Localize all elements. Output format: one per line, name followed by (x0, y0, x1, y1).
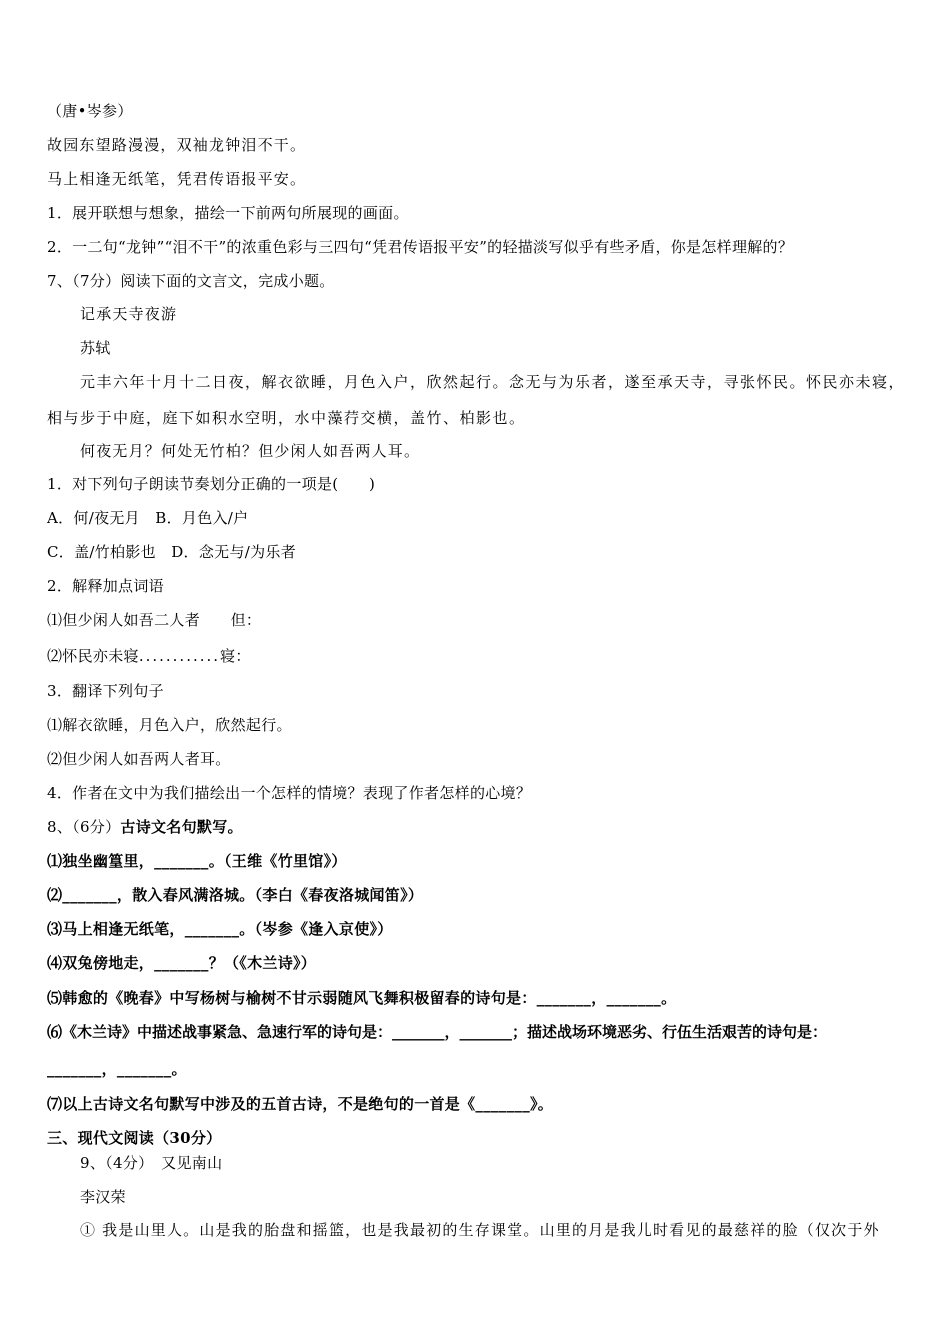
q7-sub-2-item-2-text: ⑵怀民亦未寝 (47, 647, 139, 665)
q8-line-6a: ⑹《木兰诗》中描述战事紧急、急速行军的诗句是：_______，_______；描述战场环境恶劣、行伍生活艰苦的诗句是： (47, 1023, 828, 1041)
q7-passage-author: 苏轼 (80, 339, 111, 357)
q7-sub-2-item-2-label: 寝： (220, 647, 251, 665)
q8-line-4: ⑷双兔傍地走，_______？（《木兰诗》） (47, 954, 317, 972)
q8-line-7: ⑺以上古诗文名句默写中涉及的五首古诗，不是绝句的一首是《_______》。 (47, 1095, 554, 1113)
q8-line-5: ⑸韩愈的《晚春》中写杨树与榆树不甘示弱随风飞舞积极留春的诗句是：_______，_______。 (47, 989, 677, 1007)
q7-sub-2-item-2 (47, 646, 251, 666)
poem-question-1: 1．展开联想与想象，描绘一下前两句所展现的画面。 (47, 204, 409, 222)
emphasis-dots: ............ (138, 647, 221, 665)
q8-line-1: ⑴独坐幽篁里，_______。（王维《竹里馆》） (47, 852, 347, 870)
poem-line-2: 马上相逢无纸笔，凭君传语报平安。 (47, 170, 307, 188)
q9-author: 李汉荣 (80, 1188, 126, 1206)
q8-header-text: 古诗文名句默写。 (120, 818, 243, 836)
q7-passage-para2: 何夜无月？何处无竹柏？但少闲人如吾两人耳。 (80, 442, 421, 460)
section-3-title: 三、现代文阅读（30分） (47, 1129, 222, 1147)
q7-sub-3-item-2: ⑵但少闲人如吾两人者耳。 (47, 750, 231, 768)
poem-line-1: 故园东望路漫漫，双袖龙钟泪不干。 (47, 136, 307, 154)
q7-passage-para1-a: 元丰六年十月十二日夜，解衣欲睡，月色入户，欣然起行。念无与为乐者，遂至承天寺，寻张怀民。怀民亦未寝， (80, 373, 906, 391)
q7-passage-para1-b: 相与步于中庭，庭下如积水空明，水中藻荇交横，盖竹、柏影也。 (47, 409, 526, 427)
q7-sub-1: 1．对下列句子朗读节奏划分正确的一项是( ) (47, 475, 376, 493)
q7-sub-3: 3．翻译下列句子 (47, 682, 164, 700)
q7-sub-2: 2．解释加点词语 (47, 577, 164, 595)
q8-line-2: ⑵_______，散入春风满洛城。（李白《春夜洛城闻笛》） (47, 886, 424, 904)
q7-sub-4: 4．作者在文中为我们描绘出一个怎样的情境？表现了作者怎样的心境？ (47, 784, 532, 802)
q8-header-number: 8、（6分） (47, 818, 121, 836)
q7-sub-1-options-ab: A．何/夜无月 B．月色入/户 (47, 509, 249, 527)
q7-passage-title: 记承天寺夜游 (80, 305, 178, 323)
q8-header (47, 817, 243, 837)
poem-author-line: （唐•岑参） (47, 102, 133, 120)
q7-sub-3-item-1: ⑴解衣欲睡，月色入户，欣然起行。 (47, 716, 292, 734)
q7-header: 7、（7分）阅读下面的文言文，完成小题。 (47, 272, 335, 290)
q8-line-3: ⑶马上相逢无纸笔，_______。（岑参《逢入京使》） (47, 920, 393, 938)
q7-sub-2-item-1: ⑴但少闲人如吾二人者 但： (47, 611, 262, 629)
q7-sub-1-options-cd: C．盖/竹柏影也 D．念无与/为乐者 (47, 543, 297, 561)
poem-question-2: 2．一二句“龙钟”“泪不干”的浓重色彩与三四句“凭君传语报平安”的轻描淡写似乎有些矛盾，你是怎样理解的？ (47, 238, 794, 256)
q8-line-6b: _______，_______。 (47, 1060, 187, 1078)
q9-header: 9、（4分） 又见南山 (80, 1154, 223, 1172)
q9-paragraph-1: ① 我是山里人。山是我的胎盘和摇篮，也是我最初的生存课堂。山里的月是我儿时看见的最慈祥的脸（仅次于外 (80, 1221, 880, 1239)
